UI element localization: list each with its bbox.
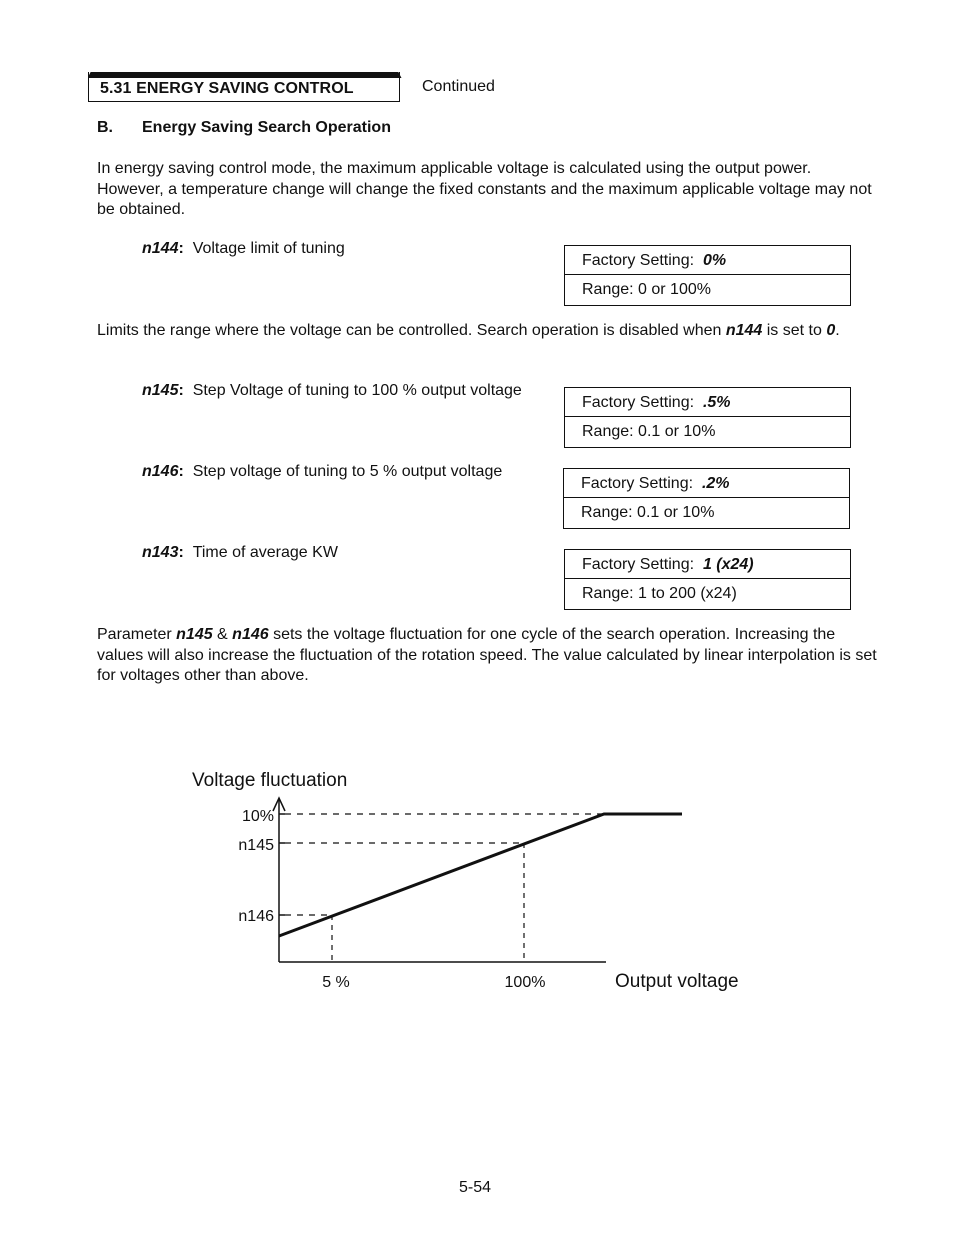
factory-setting-label: Factory Setting:	[582, 556, 695, 573]
limits-code: n144	[725, 322, 763, 339]
fluct-amp: &	[212, 626, 233, 643]
section-title: 5.31 ENERGY SAVING CONTROL	[100, 80, 354, 97]
limits-text-2: is set to	[762, 322, 827, 339]
y-tick-label-10: 10%	[241, 808, 274, 825]
range-row: Range: 0.1 or 10%	[582, 423, 716, 440]
x-axis-label: Output voltage	[615, 971, 739, 992]
param-code: n143	[142, 544, 179, 561]
range-row: Range: 1 to 200 (x24)	[582, 585, 737, 602]
factory-setting-label: Factory Setting:	[581, 475, 694, 492]
param-n144: n144: Voltage limit of tuning	[142, 240, 345, 257]
fluctuation-curve	[279, 814, 682, 936]
factory-setting-value: 1 (x24)	[702, 556, 754, 573]
fluct-text-1: Parameter	[97, 626, 177, 643]
param-desc: Voltage limit of tuning	[192, 240, 345, 257]
param-n146: n146: Step voltage of tuning to 5 % output voltage	[142, 463, 503, 480]
x-tick-label-5: 5 %	[322, 974, 350, 991]
factory-setting-value: .5%	[702, 394, 731, 411]
page-number: 5-54	[459, 1179, 492, 1196]
param-n145: n145: Step Voltage of tuning to 100 % output voltage	[142, 382, 522, 399]
limits-text-1: Limits the range where the voltage can be controlled. Search operation is disabled when	[97, 322, 726, 339]
param-desc: Time of average KW	[192, 544, 338, 561]
limits-value: 0	[826, 322, 836, 339]
factory-setting-label: Factory Setting:	[582, 252, 695, 269]
param-code: n146	[142, 463, 179, 480]
param-desc: Step voltage of tuning to 5 % output voltage	[192, 463, 503, 480]
param-n143: n143: Time of average KW	[142, 544, 338, 561]
fluct-code-1: n145	[176, 626, 213, 643]
param-code: n145	[142, 382, 179, 399]
limits-text-3: .	[835, 322, 840, 339]
intro-paragraph: In energy saving control mode, the maximum applicable voltage is calculated using the output power. However, a temperature change will change the fixed constants and the maximum applicable voltage may not be obtained.	[97, 160, 872, 218]
subheading-letter: B.	[97, 119, 113, 136]
x-tick-label-100: 100%	[504, 974, 546, 991]
y-tick-label-n145: n145	[238, 837, 274, 854]
subheading-title: Energy Saving Search Operation	[142, 119, 391, 136]
continued-label: Continued	[422, 78, 495, 95]
factory-setting-label: Factory Setting:	[582, 394, 695, 411]
y-tick-label-n146: n146	[238, 908, 274, 925]
param-desc: Step Voltage of tuning to 100 % output voltage	[192, 382, 522, 399]
range-row: Range: 0 or 100%	[582, 281, 711, 298]
y-axis-label: Voltage fluctuation	[192, 770, 348, 791]
fluct-text-2: sets the voltage fluctuation for one cycle of the search operation. Increasing the values will also increase the fluctuation of the rotation speed. The value calculated by linear interpolation is set for voltages other than above.	[97, 626, 877, 684]
range-row: Range: 0.1 or 10%	[581, 504, 715, 521]
factory-setting-value: 0%	[702, 252, 727, 269]
factory-setting-value: .2%	[701, 475, 730, 492]
param-code: n144	[142, 240, 179, 257]
fluct-code-2: n146	[232, 626, 269, 643]
